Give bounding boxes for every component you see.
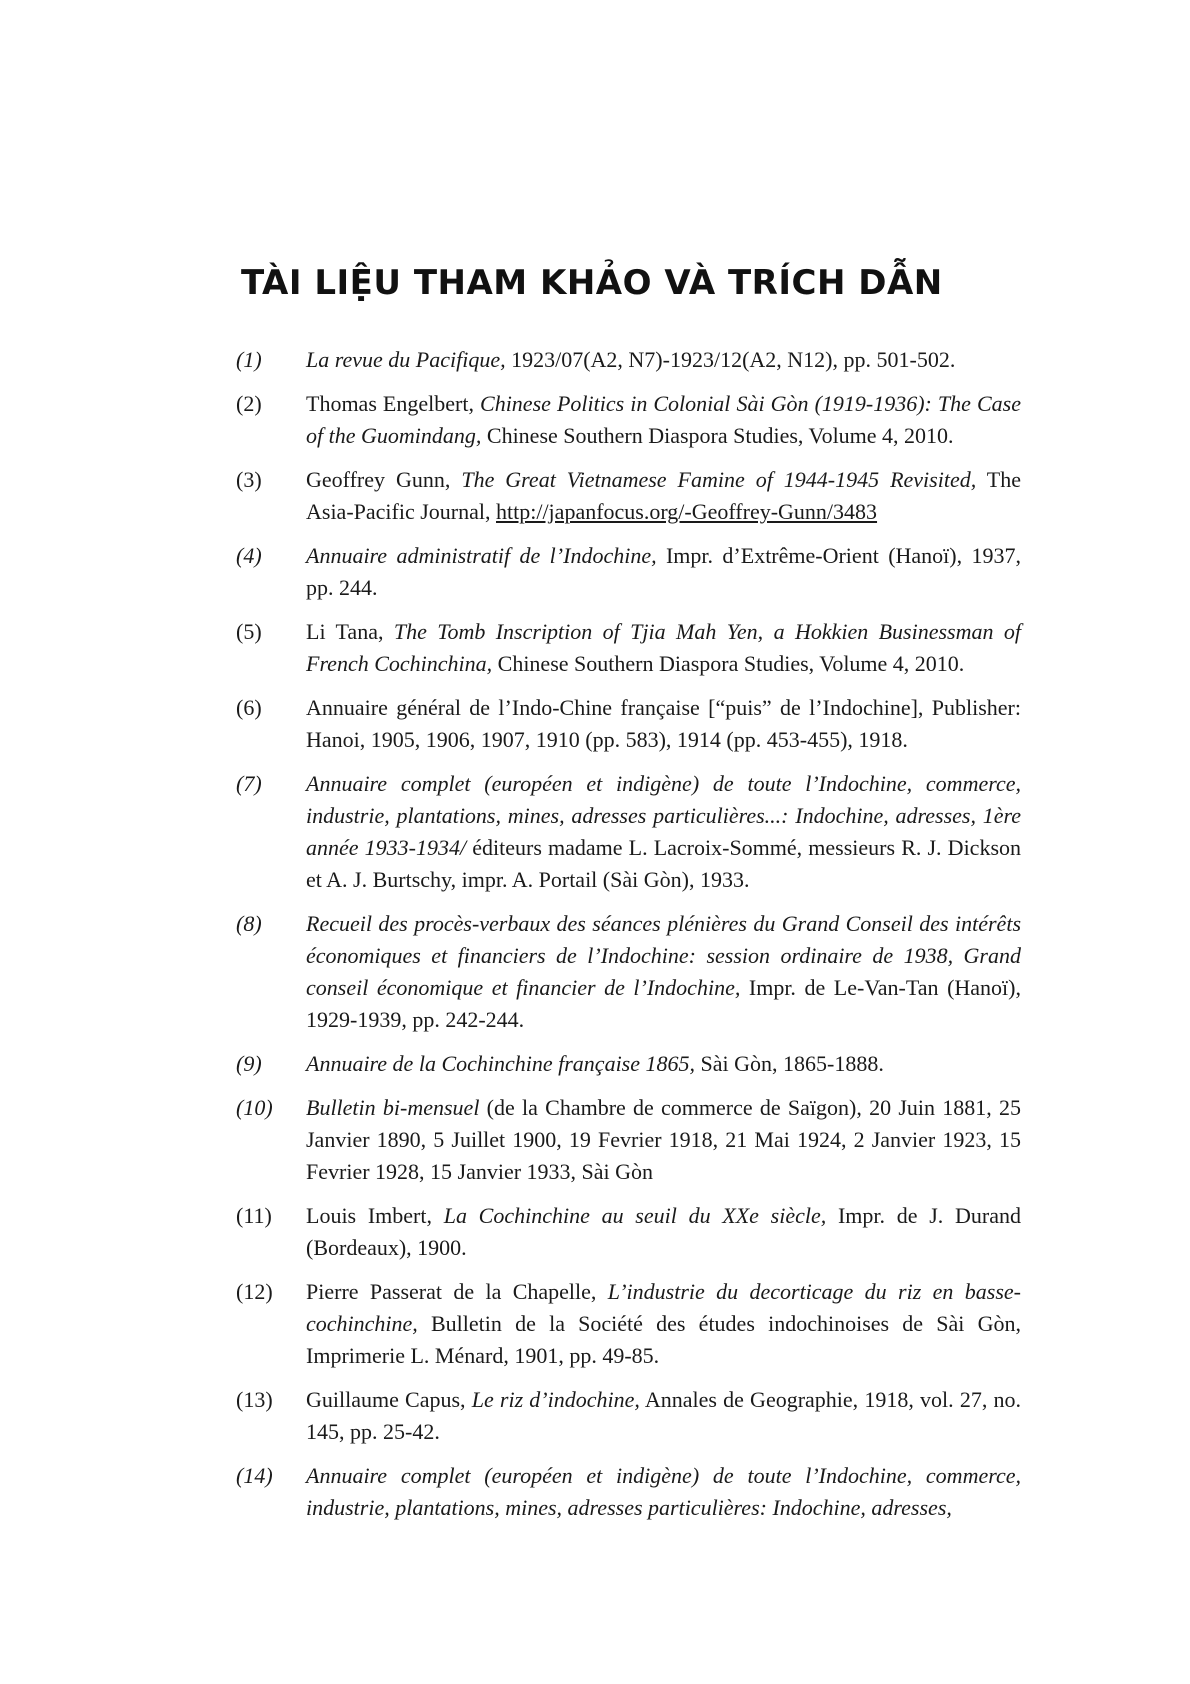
- reference-number: (12): [236, 1279, 273, 1304]
- reference-title-segment: La revue du Pacifique,: [306, 347, 506, 372]
- reference-text: [306, 1200, 1021, 1264]
- reference-item: [236, 540, 1021, 604]
- reference-item: [236, 1200, 1021, 1264]
- reference-text: [306, 1092, 1021, 1188]
- reference-segment: Thomas Engelbert,: [306, 391, 481, 416]
- reference-number: (11): [236, 1203, 272, 1228]
- reference-segment: Geoffrey Gunn,: [306, 467, 462, 492]
- reference-segment: Pierre Passerat de la Chapelle,: [306, 1279, 608, 1304]
- reference-number: (9): [236, 1051, 262, 1076]
- page-title: TÀI LIỆU THAM KHẢO VÀ TRÍCH DẪN: [241, 263, 943, 303]
- reference-text: [306, 344, 1021, 376]
- reference-number: (5): [236, 619, 262, 644]
- reference-item: [236, 616, 1021, 680]
- reference-title-segment: The Great Vietnamese Famine of 1944-1945 Revisited,: [461, 467, 977, 492]
- reference-segment: Louis Imbert,: [306, 1203, 444, 1228]
- reference-text: [306, 1276, 1021, 1372]
- reference-title-segment: Annuaire de la Cochinchine française 1865,: [306, 1051, 696, 1076]
- reference-number: (1): [236, 347, 262, 372]
- reference-segment: Guillaume Capus,: [306, 1387, 472, 1412]
- reference-number: (4): [236, 543, 262, 568]
- reference-item: [236, 908, 1021, 1036]
- reference-segment: Bulletin de la Société des études indochinoises de Sài Gòn, Imprimerie L. Ménard, 1901, pp. 49-85.: [306, 1311, 1021, 1368]
- reference-text: [306, 768, 1021, 896]
- reference-title-segment: The Tomb Inscription of Tjia Mah Yen, a Hokkien Businessman of French Cochinchina,: [306, 619, 1022, 676]
- reference-number: (6): [236, 695, 262, 720]
- reference-item: [236, 464, 1021, 528]
- reference-item: [236, 1276, 1021, 1372]
- reference-text: [306, 1048, 1021, 1080]
- reference-list: [236, 344, 1021, 1536]
- reference-number: (3): [236, 467, 262, 492]
- reference-text: [306, 908, 1021, 1036]
- reference-text: [306, 692, 1021, 756]
- reference-text: [306, 464, 1021, 528]
- reference-segment: Annales de Geographie, 1918, vol. 27, no. 145, pp. 25-42.: [306, 1387, 1021, 1444]
- reference-segment: Chinese Southern Diaspora Studies, Volume 4, 2010.: [481, 423, 954, 448]
- reference-segment: Chinese Southern Diaspora Studies, Volume 4, 2010.: [492, 651, 965, 676]
- reference-text: [306, 616, 1021, 680]
- reference-item: [236, 1048, 1021, 1080]
- reference-segment: Li Tana,: [306, 619, 394, 644]
- reference-title-segment: Le riz d’indochine,: [471, 1387, 640, 1412]
- reference-title-segment: La Cochinchine au seuil du XXe siècle,: [443, 1203, 827, 1228]
- reference-number: (8): [236, 911, 262, 936]
- reference-item: [236, 1460, 1021, 1524]
- reference-segment: The Asia-Pacific Journal,: [306, 467, 1021, 524]
- reference-item: [236, 692, 1021, 756]
- reference-item: [236, 768, 1021, 896]
- reference-item: [236, 388, 1021, 452]
- reference-segment: éditeurs madame L. Lacroix-Sommé, messieurs R. J. Dickson et A. J. Burtschy, impr. A. Portail (Sài Gòn), 1933.: [306, 835, 1022, 892]
- reference-segment: Impr. de J. Durand (Bordeaux), 1900.: [306, 1203, 1021, 1260]
- reference-segment: Impr. de Le-Van-Tan (Hanoï), 1929-1939, pp. 242-244.: [306, 975, 1021, 1032]
- reference-item: [236, 1092, 1021, 1188]
- reference-number: (7): [236, 771, 262, 796]
- reference-number: (13): [236, 1387, 273, 1412]
- reference-text: [306, 1460, 1021, 1524]
- reference-title-segment: Bulletin bi-mensuel: [306, 1095, 480, 1120]
- reference-segment: Sài Gòn, 1865-1888.: [695, 1051, 884, 1076]
- reference-number: (2): [236, 391, 262, 416]
- reference-segment: 1923/07(A2, N7)-1923/12(A2, N12), pp. 501-502.: [505, 347, 956, 372]
- reference-title-segment: Chinese Politics in Colonial Sài Gòn (1919-1936): The Case of the Guomindang,: [306, 391, 1021, 448]
- reference-number: (10): [236, 1095, 273, 1120]
- reference-text: [306, 388, 1021, 452]
- reference-text: [306, 1384, 1021, 1448]
- reference-title-segment: Annuaire complet (européen et indigène) de toute l’Indochine, commerce, industrie, plantations, mines, adresses particulières: Indochine, adresses,: [306, 1463, 1021, 1520]
- reference-number: (14): [236, 1463, 273, 1488]
- reference-item: [236, 1384, 1021, 1448]
- reference-title-segment: L’industrie du decorticage du riz en basse-cochinchine,: [306, 1279, 1021, 1336]
- reference-text: [306, 540, 1021, 604]
- reference-title-segment: Annuaire complet (européen et indigène) de toute l’Indochine, commerce, industrie, plantations, mines, adresses particulières...: Indochine, adresses, 1ère année 1933-1934/: [306, 771, 1021, 860]
- reference-segment: Annuaire général de l’Indo-Chine française [“puis” de l’Indochine], Publisher: Hanoi, 1905, 1906, 1907, 1910 (pp. 583), 1914 (pp. 453-455), 1918.: [306, 695, 1021, 752]
- reference-title-segment: Annuaire administratif de l’Indochine,: [306, 543, 657, 568]
- reference-title-segment: Recueil des procès-verbaux des séances plénières du Grand Conseil des intérêts économiques et financiers de l’Indochine: session ordinaire de 1938, Grand conseil économique et financier de l’Indochine,: [306, 911, 1021, 1000]
- reference-link[interactable]: http://japanfocus.org/-Geoffrey-Gunn/3483: [496, 499, 878, 524]
- reference-segment: Impr. d’Extrême-Orient (Hanoï), 1937, pp. 244.: [306, 543, 1021, 600]
- reference-segment: (de la Chambre de commerce de Saïgon), 20 Juin 1881, 25 Janvier 1890, 5 Juillet 1900, 19 Fevrier 1918, 21 Mai 1924, 2 Janvier 1923, 15 Fevrier 1928, 15 Janvier 1933, Sài Gòn: [306, 1095, 1021, 1184]
- reference-item: [236, 344, 1021, 376]
